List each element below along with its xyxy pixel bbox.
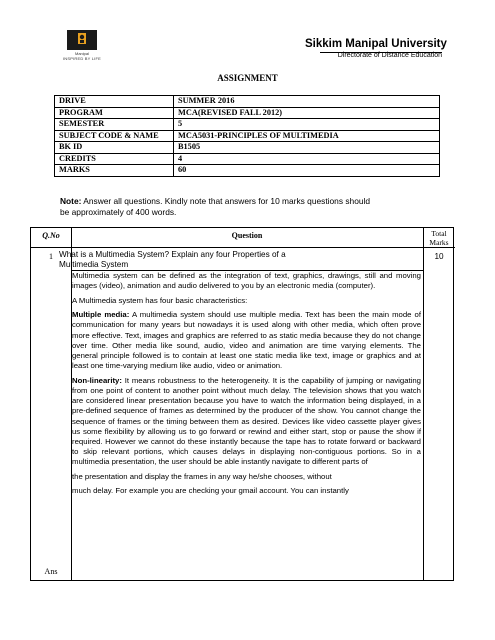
info-value: MCA(REVISED FALL 2012)	[174, 107, 440, 119]
info-key: SEMESTER	[55, 119, 174, 131]
question-marks: 10	[434, 252, 444, 261]
info-value: 60	[174, 165, 440, 177]
info-value: 4	[174, 153, 440, 165]
info-value: MCA5031-PRINCIPLES OF MULTIMEDIA	[174, 130, 440, 142]
column-divider	[423, 228, 424, 580]
answer-paragraph: the presentation and display the frames in any way he/she chooses, without	[72, 471, 332, 481]
note-text-line2: be approximately of 400 words.	[60, 207, 177, 217]
info-key: BK ID	[55, 142, 174, 154]
university-name: Sikkim Manipal University	[305, 38, 447, 50]
table-row	[55, 107, 440, 119]
question-line2: Multimedia System	[59, 259, 129, 269]
info-value: B1505	[174, 142, 440, 154]
header-marks-line1: Total	[431, 229, 447, 238]
info-key: SUBJECT CODE & NAME	[55, 130, 174, 142]
university-logo	[62, 30, 102, 60]
answer-body: It means robustness to the heterogeneity. It is the capability of jumping or navigating from one point of content to another point without much delay. The television shows that you watch are considered linear presentation because you have to watch the information being displayed, in a pre-defined sequence of frames as determined by the producer of the show. You cannot change the sequence of frames or the timing between them as desired. Devices like video cassette player gives us some flexibility by allowing us to go forward or rewind and either start, stop or pause the show if required. However we cannot do these instantly because the tape has to rotate forward or backward to skip relevant portions, which causes delays in displaying non-contiguous portions. So in a multimedia presentation, the user should be able instantly navigate to different parts of	[72, 375, 421, 467]
question-answer-table	[30, 227, 454, 581]
question-number: 1	[49, 252, 53, 261]
info-key: CREDITS	[55, 153, 174, 165]
answer-paragraph: Multimedia system can be defined as the integration of text, graphics, drawings, still and moving images (video), animation and audio delivered to you by an electronic media (computer).	[72, 271, 421, 291]
info-key: DRIVE	[55, 96, 174, 108]
row-divider	[31, 247, 455, 248]
header-marks-line2: Marks	[429, 238, 449, 247]
logo-text: Manipal	[74, 51, 89, 56]
logo-emblem-icon	[67, 30, 97, 50]
instructions-note	[60, 196, 400, 218]
note-text-line1: Answer all questions. Kindly note that answers for 10 marks questions should	[81, 196, 371, 206]
answer-paragraph	[72, 310, 421, 371]
table-row	[55, 130, 440, 142]
table-row	[55, 165, 440, 177]
header-total-marks	[423, 229, 455, 247]
table-row	[55, 96, 440, 108]
table-row	[55, 119, 440, 131]
logo-tagline: INSPIRED BY LIFE	[62, 56, 102, 61]
header-question: Question	[231, 231, 263, 240]
answer-heading: Multiple media:	[72, 310, 130, 320]
table-row	[55, 142, 440, 154]
assignment-info-table	[54, 95, 440, 177]
answer-body: A multimedia system should use multiple media. Text has been the main mode of communication for many years but nowadays it is used along with other media, which often prove more effective. Text, images and graphics are referred to as static media because they do not change over time. Other media like sound, audio, video and animation are time varying elements. The general principle followed is to contain at least one static media like text, image or graphics and at least one time-varying medium like audio, video or animation.	[72, 310, 421, 371]
answer-label: Ans	[44, 567, 58, 576]
info-value: 5	[174, 119, 440, 131]
answer-paragraph: A Multimedia system has four basic characteristics:	[72, 295, 248, 305]
question-text	[59, 250, 389, 269]
question-line1: What is a Multimedia System? Explain any four Properties of a	[59, 250, 286, 259]
answer-heading: Non-linearity:	[72, 375, 122, 385]
answer-paragraph	[72, 376, 421, 468]
table-row	[55, 153, 440, 165]
directorate-name: Directorate of Distance Education	[337, 52, 442, 59]
note-label: Note:	[60, 196, 82, 206]
header-qno: Q.No	[42, 231, 60, 240]
info-key: PROGRAM	[55, 107, 174, 119]
page-title: ASSIGNMENT	[217, 73, 278, 83]
answer-paragraph: much delay. For example you are checking your gmail account. You can instantly	[72, 486, 349, 496]
info-value: SUMMER 2016	[174, 96, 440, 108]
info-key: MARKS	[55, 165, 174, 177]
answer-text	[72, 271, 421, 501]
